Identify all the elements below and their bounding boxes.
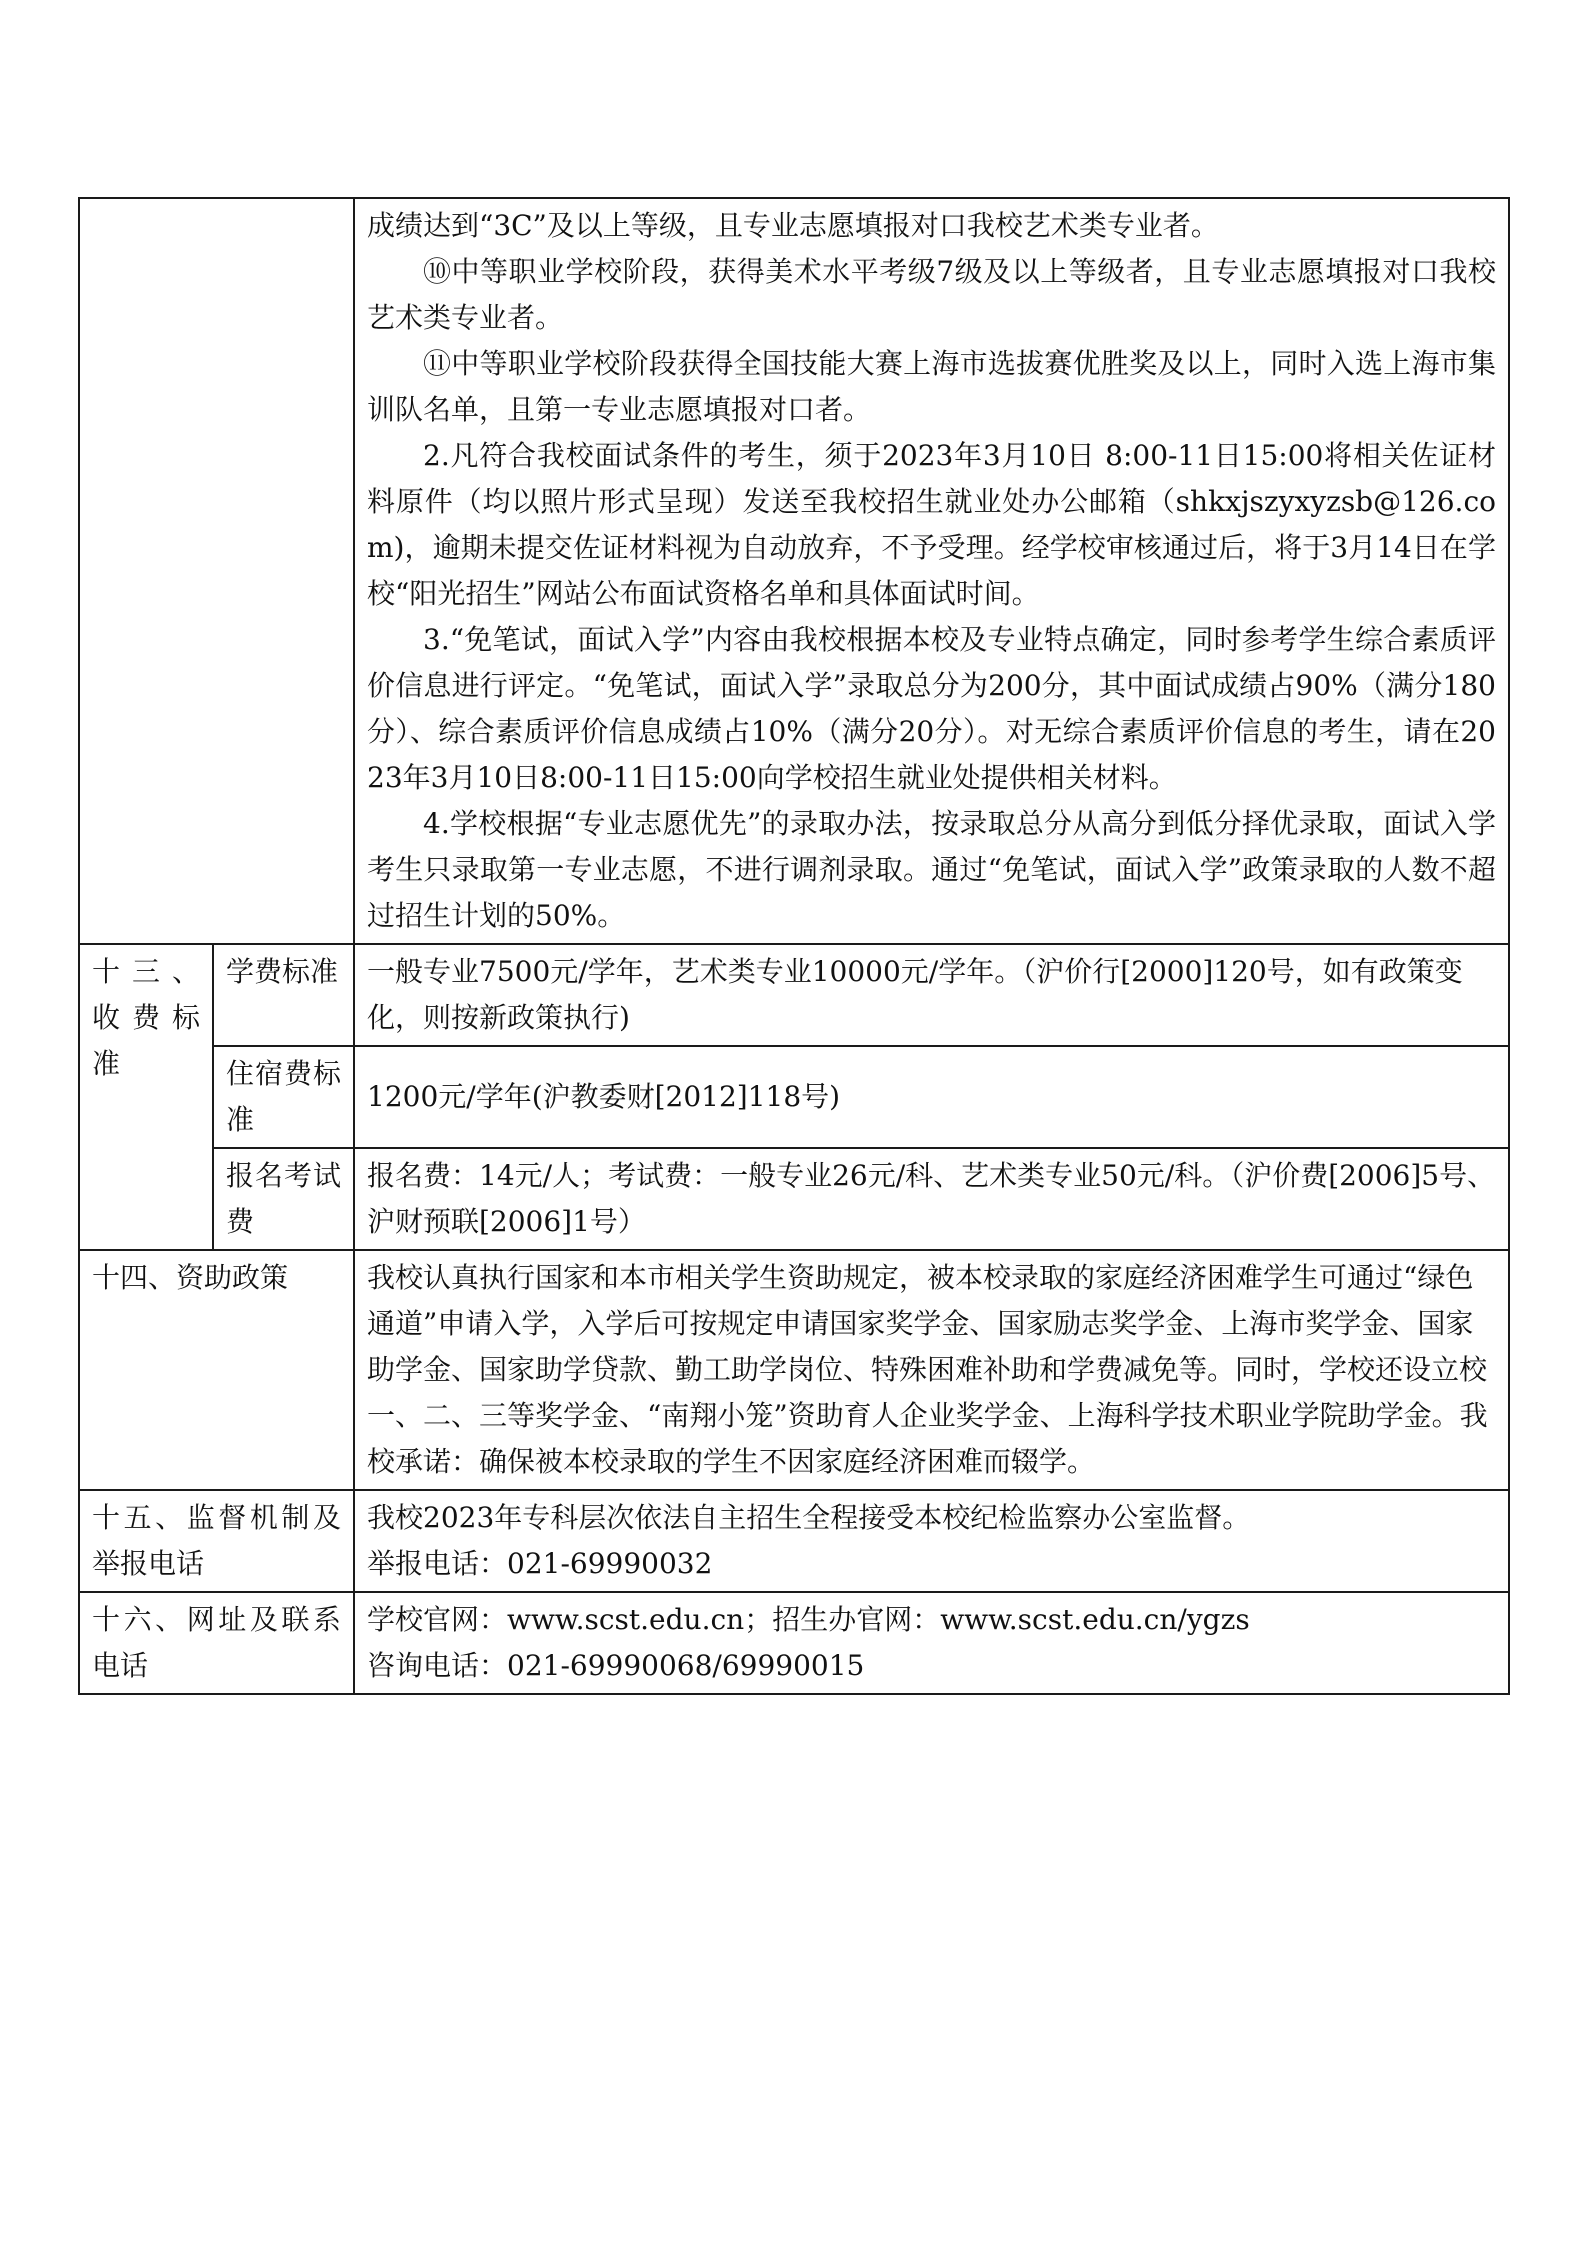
report-phone: 举报电话：021-69990032 bbox=[367, 1547, 713, 1580]
consult-phone: 咨询电话：021-69990068/69990015 bbox=[367, 1649, 865, 1682]
aid-text: 我校认真执行国家和本市相关学生资助规定，被本校录取的家庭经济困难学生可通过“绿色通道”申请入学，入学后可按规定申请国家奖学金、国家励志奖学金、上海市奖学金、国家助学金、国家助学贷款、勤工助学岗位、特殊困难补助和学费减免等。同时，学校还设立校一、二、三等奖学金、“南翔小笼”资助育人企业奖学金、上海科学技术职业学院助学金。我校承诺：确保被本校录取的学生不因家庭经济困难而辍学。 bbox=[354, 1250, 1509, 1490]
tuition-label: 学费标准 bbox=[213, 944, 354, 1046]
supervision-content bbox=[354, 1490, 1509, 1592]
contact-content bbox=[354, 1592, 1509, 1694]
continuation-row bbox=[79, 198, 1509, 944]
supervision-row bbox=[79, 1490, 1509, 1592]
paragraph-criteria-10: ⑩中等职业学校阶段，获得美术水平考级7级及以上等级者，且专业志愿填报对口我校艺术类专业者。 bbox=[367, 255, 1496, 334]
continuation-content bbox=[354, 198, 1509, 944]
paragraph-item-3: 3.“免笔试，面试入学”内容由我校根据本校及专业特点确定，同时参考学生综合素质评价信息进行评定。“免笔试，面试入学”录取总分为200分，其中面试成绩占90%（满分180分）、综合素质评价信息成绩占10%（满分20分）。对无综合素质评价信息的考生，请在2023年3月10日8:00-11日15:00向学校招生就业处提供相关材料。 bbox=[367, 623, 1496, 794]
supervision-line-1: 我校2023年专科层次依法自主招生全程接受本校纪检监察办公室监督。 bbox=[367, 1501, 1251, 1534]
aid-row bbox=[79, 1250, 1509, 1490]
contact-row bbox=[79, 1592, 1509, 1694]
fees-exam-row bbox=[79, 1148, 1509, 1250]
housing-text: 1200元/学年(沪教委财[2012]118号) bbox=[354, 1046, 1509, 1148]
fees-tuition-row bbox=[79, 944, 1509, 1046]
tuition-text: 一般专业7500元/学年，艺术类专业10000元/学年。（沪价行[2000]120号，如有政策变化，则按新政策执行) bbox=[354, 944, 1509, 1046]
website-line: 学校官网：www.scst.edu.cn；招生办官网：www.scst.edu.cn/ygzs bbox=[367, 1603, 1250, 1636]
paragraph-item-4: 4.学校根据“专业志愿优先”的录取办法，按录取总分从高分到低分择优录取，面试入学考生只录取第一专业志愿，不进行调剂录取。通过“免笔试，面试入学”政策录取的人数不超过招生计划的50%。 bbox=[367, 807, 1496, 932]
paragraph-item-2: 2.凡符合我校面试条件的考生，须于2023年3月10日 8:00-11日15:00将相关佐证材料原件（均以照片形式呈现）发送至我校招生就业处办公邮箱（shkxjszyxyzsb@126.com)，逾期未提交佐证材料视为自动放弃，不予受理。经学校审核通过后，将于3月14日在学校“阳光招生”网站公布面试资格名单和具体面试时间。 bbox=[367, 439, 1496, 610]
admission-table bbox=[78, 197, 1510, 1695]
exam-fee-text: 报名费：14元/人；考试费：一般专业26元/科、艺术类专业50元/科。（沪价费[2006]5号、沪财预联[2006]1号） bbox=[354, 1148, 1509, 1250]
paragraph-criteria-11: ⑪中等职业学校阶段获得全国技能大赛上海市选拔赛优胜奖及以上，同时入选上海市集训队名单，且第一专业志愿填报对口者。 bbox=[367, 347, 1496, 426]
continuation-label-cell bbox=[79, 198, 354, 944]
fees-section-label: 十三、收费标准 bbox=[79, 944, 213, 1250]
fees-housing-row bbox=[79, 1046, 1509, 1148]
aid-label: 十四、资助政策 bbox=[79, 1250, 354, 1490]
exam-fee-label: 报名考试费 bbox=[213, 1148, 354, 1250]
supervision-label: 十五、监督机制及举报电话 bbox=[79, 1490, 354, 1592]
contact-label: 十六、网址及联系电话 bbox=[79, 1592, 354, 1694]
paragraph-criteria-9-cont: 成绩达到“3C”及以上等级，且专业志愿填报对口我校艺术类专业者。 bbox=[367, 209, 1219, 242]
housing-label: 住宿费标准 bbox=[213, 1046, 354, 1148]
